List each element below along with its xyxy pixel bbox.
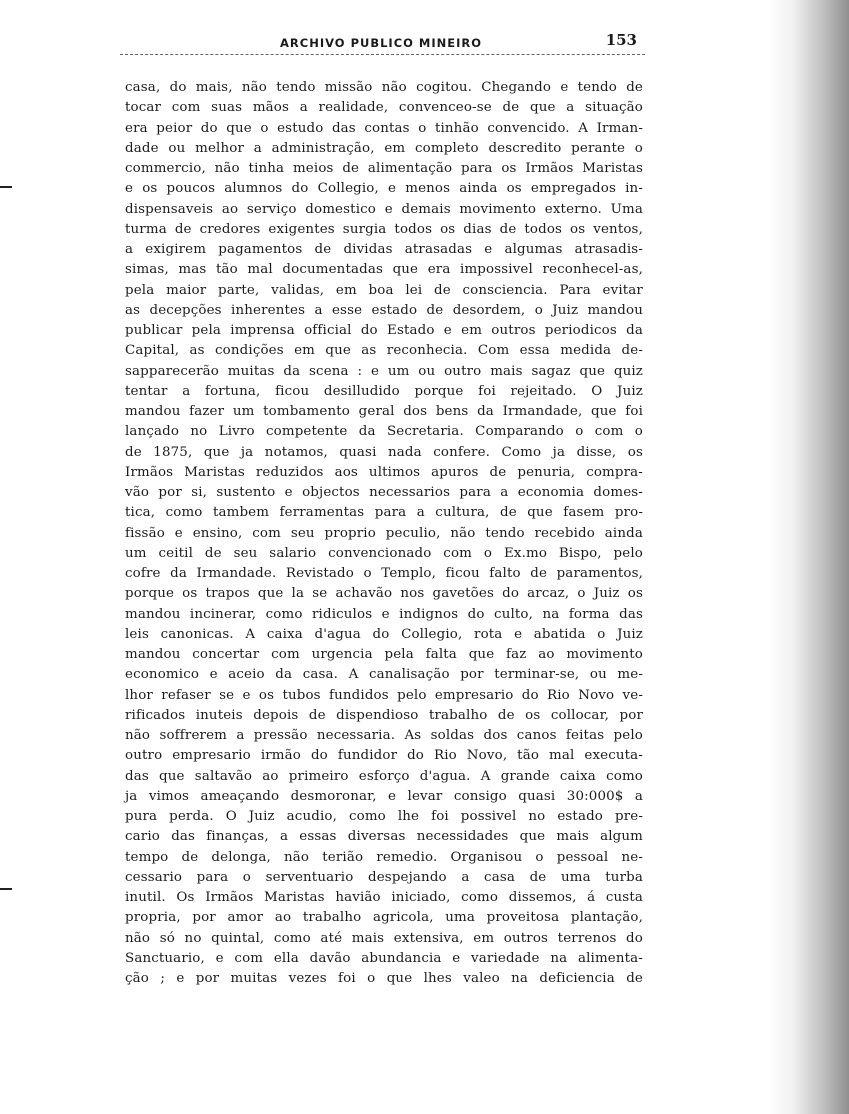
- text-line: tempo de delonga, não terião remedio. Organisou o pessoal ne-: [125, 849, 643, 865]
- text-line: Sanctuario, e com ella davão abundancia e variedade na alimenta-: [125, 950, 643, 966]
- text-line: outro empresario irmão do fundidor do Rio Novo, tão mal executa-: [125, 748, 643, 764]
- text-line: casa, do mais, não tendo missão não cogitou. Chegando e tendo de: [125, 80, 643, 95]
- text-line: das que saltavão ao primeiro esforço d'agua. A grande caixa como: [125, 768, 643, 784]
- text-line: vão por si, sustento e objectos necessarios para a economia domes-: [125, 485, 643, 500]
- text-line: ja vimos ameaçando desmoronar, e levar consigo quasi 30:000$ a: [125, 788, 643, 804]
- text-line: mandou fazer um tombamento geral dos bens da Irmandade, que foi: [125, 404, 643, 419]
- text-line: tica, como tambem ferramentas para a cultura, de que fasem pro-: [125, 505, 643, 521]
- text-line: rificados inuteis depois de dispendioso trabalho de os collocar, por: [125, 707, 643, 723]
- text-line: propria, por amor ao trabalho agricola, uma proveitosa plantação,: [125, 910, 643, 926]
- text-line: tocar com suas mãos a realidade, convenceo-se de que a situação: [125, 100, 643, 116]
- text-line: commercio, não tinha meios de alimentação para os Irmãos Maristas: [125, 161, 643, 176]
- text-line: cessario para o serventuario despejando a casa de uma turba: [125, 869, 643, 885]
- text-line: fissão e ensino, com seu proprio peculio, não tendo recebido ainda: [125, 525, 643, 541]
- text-line: mandou incinerar, como ridiculos e indignos do culto, na forma das: [125, 606, 643, 622]
- text-line: as decepções inherentes a esse estado de desordem, o Juiz mandou: [125, 302, 643, 318]
- page-number: 153: [605, 31, 637, 49]
- text-line: lhor refaser se e os tubos fundidos pelo empresario do Rio Novo ve-: [125, 687, 643, 703]
- text-line: cario das finanças, a essas diversas necessidades que mais algum: [125, 829, 643, 845]
- text-line: dade ou melhor a administração, em completo descredito perante o: [125, 140, 643, 156]
- text-line: leis canonicas. A caixa d'agua do Collegio, rota e abatida o Juiz: [125, 626, 643, 642]
- text-line: inutil. Os Irmãos Maristas havião iniciado, como dissemos, á custa: [125, 890, 643, 905]
- text-line: mandou concertar com urgencia pela falta que faz ao movimento: [125, 647, 643, 662]
- text-line: era peior do que o estudo das contas o tinhão convencido. A Irman-: [125, 120, 643, 136]
- text-line: e os poucos alumnos do Collegio, e menos ainda os empregados in-: [125, 181, 643, 197]
- text-line: ção ; e por muitas vezes foi o que lhes valeo na deficiencia de: [125, 971, 643, 986]
- text-line: cofre da Irmandade. Revistado o Templo, ficou falto de paramentos,: [125, 566, 643, 581]
- text-line: pura perda. O Juiz acudio, como lhe foi possivel no estado pre-: [125, 809, 643, 824]
- text-line: simas, mas tão mal documentadas que era impossivel reconhecel-as,: [125, 262, 643, 278]
- text-line: publicar pela imprensa official do Estado e em outros periodicos da: [125, 323, 643, 338]
- body-text: [125, 78, 643, 989]
- text-line: não soffrerem a pressão necessaria. As soldas dos canos feitas pelo: [125, 728, 643, 743]
- text-line: lançado no Livro competente da Secretaria. Comparando o com o: [125, 424, 643, 440]
- text-line: porque os trapos que la se achavão nos gavetões do arcaz, o Juiz os: [125, 586, 643, 602]
- margin-tick-mark: [0, 186, 12, 188]
- text-line: a exigirem pagamentos de dividas atrasadas e algumas atrasadis-: [125, 242, 643, 257]
- text-line: sapparecerão muitas da scena : e um ou outro mais sagaz que quiz: [125, 363, 643, 379]
- text-line: um ceitil de seu salario convencionado com o Ex.mo Bispo, pelo: [125, 545, 643, 561]
- text-line: tentar a fortuna, ficou desilludido porque foi rejeitado. O Juiz: [125, 383, 643, 399]
- page-header: [120, 28, 645, 55]
- text-line: Capital, as condições em que as reconhecia. Com essa medida de-: [125, 343, 643, 359]
- text-line: dispensaveis ao serviço domestico e demais movimento externo. Uma: [125, 201, 643, 217]
- text-line: de 1875, que ja notamos, quasi nada confere. Como ja disse, os: [125, 444, 643, 460]
- text-line: Irmãos Maristas reduzidos aos ultimos apuros de penuria, compra-: [125, 464, 643, 480]
- margin-tick-mark: [0, 888, 12, 890]
- text-line: economico e aceio da casa. A canalisação por terminar-se, ou me-: [125, 667, 643, 683]
- text-line: turma de credores exigentes surgia todos os dias de todos os ventos,: [125, 221, 643, 237]
- book-page: [120, 28, 645, 986]
- running-title: ARCHIVO PUBLICO MINEIRO: [280, 36, 483, 50]
- scan-edge-shadow: [769, 0, 849, 1114]
- text-line: pela maior parte, validas, em boa lei de consciencia. Para evitar: [125, 282, 643, 298]
- text-line: não só no quintal, como até mais extensiva, em outros terrenos do: [125, 930, 643, 946]
